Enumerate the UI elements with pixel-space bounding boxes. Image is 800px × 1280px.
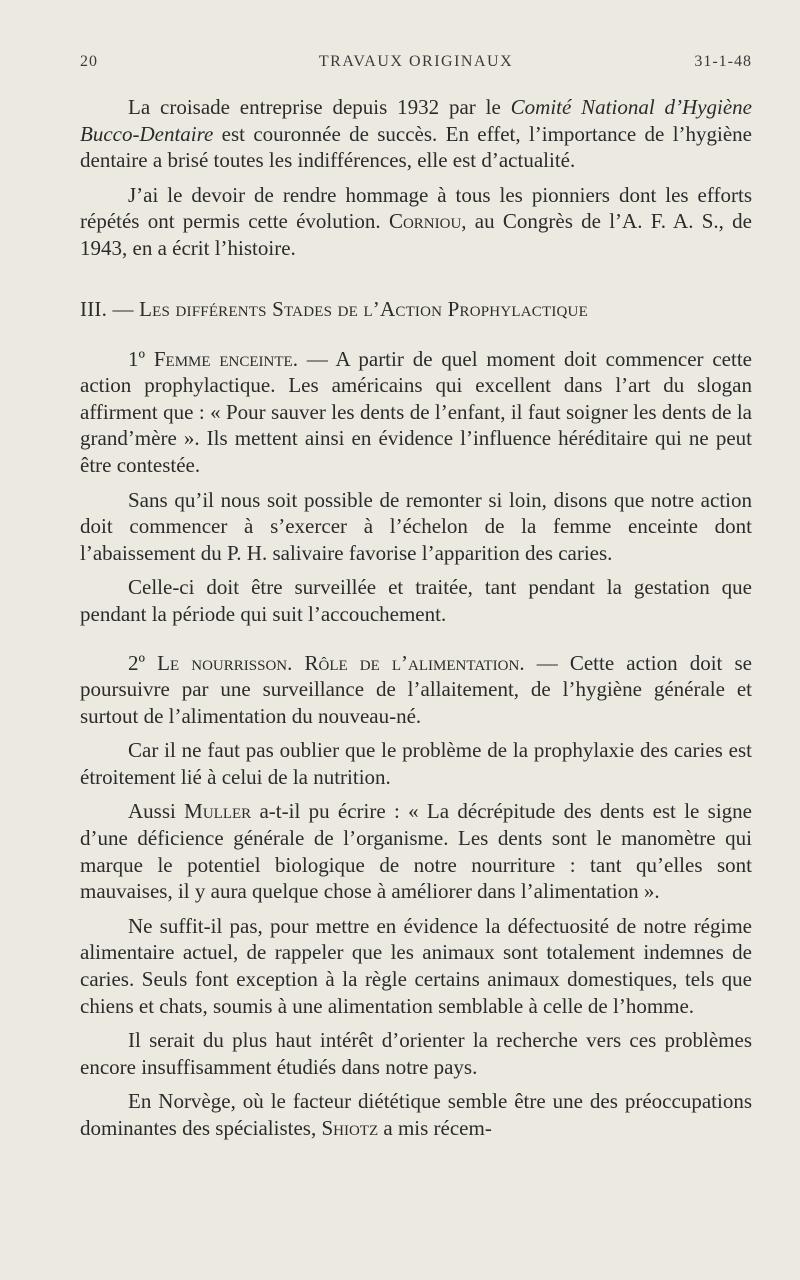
text-run: , au Congrès de l’A. F. A. S., de 1943, en a écrit l’histoire. [80, 209, 752, 260]
journal-section-title: TRAVAUX ORIGINAUX [318, 53, 514, 70]
paragraph-recherche: Il serait du plus haut intérêt d’orienter la recherche vers ces problèmes encore insuffisamment étudiés dans notre pays. [80, 1028, 752, 1079]
author-name: Corniou [388, 209, 462, 234]
subsection-label: 1º Femme enceinte. [128, 346, 298, 371]
issue-date: 31-1-48 [694, 53, 752, 70]
text-run: La croisade entreprise depuis 1932 par le [128, 95, 511, 119]
text-run: a-t-il pu écrire : « La décrépitude des dents est le signe d’une déficience générale de l’organisme. Les dents sont le manomètre qui marque le potentiel biologique de notre nourriture : tant qu’elles sont mauvaises, il y aura quelque chose à améliorer dans l’alimentation ». [80, 799, 752, 904]
paragraph-animaux: Ne suffit-il pas, pour mettre en évidence la défectuosité de notre régime alimentaire actuel, de rappeler que les animaux sont totalement indemnes de caries. Seuls font exception à la règle certains animaux domestiques, tels que chiens et chats, soumis à une alimentation semblable à celle de l’homme. [80, 913, 752, 1018]
paragraph-nutrition: Car il ne faut pas oublier que le problème de la prophylaxie des caries est étroitement lié à celui de la nutrition. [80, 738, 752, 789]
paragraph-surveillee: Celle-ci doit être surveillée et traitée, tant pendant la gestation que pendant la période qui suit l’accouchement. [80, 575, 752, 626]
author-name: Muller [184, 799, 252, 824]
text-run: est couronnée de succès. En effet, l’importance de l’hygiène dentaire a brisé toutes les indifférences, elle est d’actualité. [80, 121, 752, 173]
body-text [80, 94, 752, 1150]
text-run: En Norvège, où le facteur diététique semble être une des préoccupations dominantes des spécialistes, [80, 1089, 752, 1140]
text-run: a mis récem- [378, 1116, 492, 1140]
page-number: 20 [80, 53, 98, 70]
paragraph-croisade [80, 94, 752, 174]
running-header [80, 53, 752, 77]
paragraph-hommage [80, 182, 752, 262]
text-run: Aussi [128, 799, 185, 824]
paragraph-femme-enceinte [80, 346, 752, 479]
section-heading: III. — Les différents Stades de l’Action Prophylactique [80, 296, 588, 321]
text-run: — A partir de quel moment doit commencer cette action prophylactique. Les américains qui excellent dans l’art du slogan affirment que : « Pour sauver les dents de l’enfant, il faut soigner les dents de la grand’mère ». Ils mettent ainsi en évidence l’influence héréditaire qui ne peut être contestée. [80, 346, 752, 477]
paragraph-muller [80, 798, 752, 904]
paragraph-norvege [80, 1088, 752, 1141]
subsection-label: 2º Le nourrisson. Rôle de l’alimentation. [128, 650, 525, 675]
paragraph-nourrisson [80, 650, 752, 730]
text-run: J’ai le devoir de rendre hommage à tous les pionniers dont les efforts répétés ont permis cette évolution. [80, 182, 752, 234]
committee-name: Comité National d’Hygiène Bucco-Dentaire [80, 95, 752, 146]
author-name: Shiotz [321, 1116, 379, 1140]
text-run: — Cette action doit se poursuivre par une surveillance de l’allaitement, de l’hygiène générale et surtout de l’alimentation du nouveau-né. [80, 650, 752, 728]
paragraph-echelon: Sans qu’il nous soit possible de remonter si loin, disons que notre action doit commencer à s’exercer à l’échelon de la femme enceinte dont l’abaissement du P. H. salivaire favorise l’apparition des caries. [80, 487, 752, 565]
